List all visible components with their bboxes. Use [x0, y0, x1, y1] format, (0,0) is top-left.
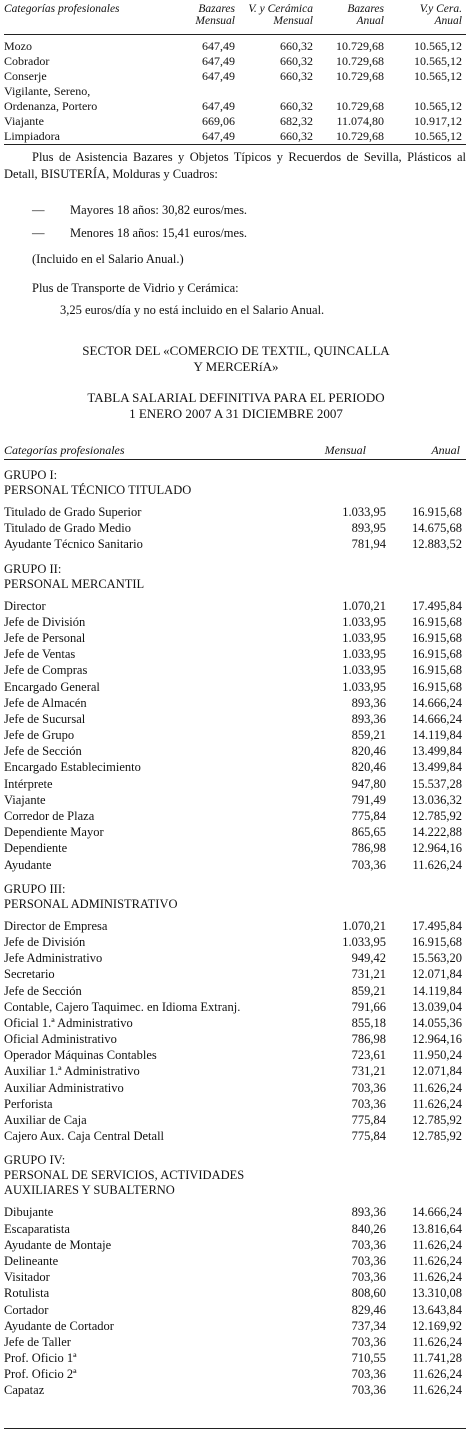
anual-value: 11.741,28 — [412, 1351, 462, 1366]
anual-value: 11.626,24 — [412, 1270, 462, 1285]
vidrio-anual: 10.565,12 — [414, 69, 462, 83]
row-label: Titulado de Grado Superior — [4, 505, 142, 519]
header-vidrio-anual: V.y Cera. Anual — [419, 3, 462, 27]
mensual-value: 791,49 — [351, 792, 386, 807]
anual-value: 12.071,84 — [412, 1064, 462, 1079]
salary-group — [4, 562, 466, 873]
row-label: Ayudante — [4, 857, 52, 872]
anual-value: 12.785,92 — [412, 1113, 462, 1127]
table-row — [4, 1366, 466, 1382]
group-title-line: GRUPO III: — [4, 881, 66, 896]
anual-value: 13.036,32 — [412, 792, 462, 807]
table-row — [4, 1047, 466, 1063]
mensual-value: 703,36 — [351, 1270, 386, 1285]
anual-value: 14.666,24 — [412, 1205, 462, 1220]
mensual-value: 703,36 — [351, 1080, 386, 1095]
row-label: Jefe de Sucursal — [4, 711, 86, 726]
anual-value: 15.563,20 — [412, 951, 462, 966]
table-row — [4, 824, 466, 840]
bazares-mensual: 669,06 — [202, 114, 235, 128]
group-title — [4, 562, 466, 592]
table-row — [4, 99, 466, 114]
table-row — [4, 792, 466, 808]
bazares-mensual: 647,49 — [202, 54, 235, 68]
anual-value: 14.119,84 — [412, 728, 462, 743]
mensual-value: 808,60 — [351, 1286, 386, 1301]
header-anual: Anual — [431, 443, 460, 457]
anual-value: 14.666,24 — [412, 695, 462, 710]
mensual-value: 947,80 — [351, 776, 386, 791]
table-row — [4, 1382, 466, 1398]
anual-value: 12.964,16 — [412, 1032, 462, 1047]
row-label: Dependiente Mayor — [4, 825, 104, 840]
dash-mark: — — [32, 203, 45, 217]
bazares-mensual: 647,49 — [202, 39, 235, 53]
anual-value: 11.626,24 — [412, 1367, 462, 1382]
mensual-value: 1.033,95 — [342, 505, 386, 519]
mensual-value: 703,36 — [351, 1096, 386, 1111]
table-row — [4, 1080, 466, 1096]
anual-value: 12.964,16 — [412, 841, 462, 856]
bazares-anual: 10.729,68 — [336, 39, 384, 53]
table-row — [4, 983, 466, 999]
anual-value: 13.499,84 — [412, 760, 462, 775]
mensual-value: 775,84 — [351, 1113, 386, 1127]
table-row — [4, 1015, 466, 1031]
mensual-value: 791,66 — [351, 999, 386, 1014]
anual-value: 17.495,84 — [412, 918, 462, 933]
row-label: Rotulista — [4, 1286, 50, 1301]
table-row — [4, 808, 466, 824]
header-vidrio-mensual: V. y Cerámica Mensual — [248, 3, 313, 27]
anual-value: 12.883,52 — [412, 537, 462, 552]
row-label: Cortador — [4, 1302, 49, 1317]
table-row — [4, 54, 466, 69]
row-label: Viajante — [4, 792, 46, 807]
group-title-line: GRUPO II: — [4, 561, 62, 576]
header-category: Categorías profesionales — [4, 3, 120, 15]
table-row — [4, 630, 466, 646]
table-row — [4, 614, 466, 630]
row-label: Oficial 1.ª Administrativo — [4, 1015, 133, 1030]
table-row — [4, 1204, 466, 1220]
group-title-line: PERSONAL TÉCNICO TITULADO — [4, 483, 192, 497]
table-row — [4, 1237, 466, 1253]
anual-value: 11.626,24 — [412, 1237, 462, 1252]
table-row — [4, 1253, 466, 1269]
mensual-value: 731,21 — [351, 1064, 386, 1079]
row-label: Jefe de División — [4, 934, 86, 949]
row-label: Director — [4, 598, 46, 613]
anual-value: 13.310,08 — [412, 1286, 462, 1301]
mayores-line — [32, 202, 462, 219]
mensual-value: 820,46 — [351, 760, 386, 775]
table-row — [4, 598, 466, 614]
anual-value: 12.169,92 — [412, 1318, 462, 1333]
mensual-value: 775,84 — [351, 1129, 386, 1144]
transporte-valor-text: 3,25 euros/día y no está incluido en el Salario Anual. — [60, 303, 325, 317]
table-row — [4, 1128, 466, 1144]
table-row — [4, 999, 466, 1015]
row-label: Encargado General — [4, 679, 100, 694]
table-row — [4, 711, 466, 727]
table-row — [4, 966, 466, 982]
salary-group — [4, 882, 466, 1145]
table-row — [4, 520, 466, 536]
row-label: Jefe de División — [4, 614, 86, 629]
anual-value: 13.499,84 — [412, 744, 462, 759]
mensual-value: 723,61 — [351, 1048, 386, 1063]
row-label: Delineante — [4, 1253, 59, 1268]
row-label: Prof. Oficio 1ª — [4, 1351, 77, 1366]
row-label: Encargado Establecimiento — [4, 760, 141, 775]
bazares-anual: 10.729,68 — [336, 69, 384, 83]
row-label: Cajero Aux. Caja Central Detall — [4, 1129, 165, 1144]
row-label: Dibujante — [4, 1205, 54, 1220]
mensual-value: 731,21 — [351, 967, 386, 982]
mensual-value: 859,21 — [351, 728, 386, 743]
header-mensual: Mensual — [324, 443, 366, 457]
row-label: Prof. Oficio 2ª — [4, 1367, 77, 1382]
anual-value: 14.666,24 — [412, 711, 462, 726]
vidrio-anual: 10.565,12 — [414, 39, 462, 53]
group-title-line: PERSONAL DE SERVICIOS, ACTIVIDADES — [4, 1168, 245, 1183]
mensual-value: 893,36 — [351, 695, 386, 710]
table-row — [4, 934, 466, 950]
group-title — [4, 882, 466, 912]
header-bazares-anual: Bazares Anual — [347, 3, 384, 27]
mensual-value: 703,36 — [351, 1253, 386, 1268]
bazares-anual: 10.729,68 — [336, 54, 384, 68]
group-title — [4, 1153, 466, 1198]
salary-group — [4, 1153, 466, 1398]
table-row — [4, 1096, 466, 1112]
mensual-value: 1.033,95 — [342, 614, 386, 629]
table-row — [4, 69, 466, 84]
mensual-value: 893,36 — [351, 1205, 386, 1220]
row-label: Visitador — [4, 1270, 50, 1285]
anual-value: 14.055,36 — [412, 1015, 462, 1030]
tabla-title-line1: TABLA SALARIAL DEFINITIVA PARA EL PERIODO — [87, 390, 385, 405]
salary-table-textil — [4, 468, 466, 1399]
group-title-line: GRUPO I: — [4, 468, 58, 482]
table-row — [4, 743, 466, 759]
plus-asistencia-text: Plus de Asistencia Bazares y Objetos Típicos y Recuerdos de Sevilla, Plásticos al Detall, BISUTERÍA, Molduras y Cuadros: — [4, 150, 466, 181]
group-title — [4, 468, 466, 498]
table-row — [4, 1269, 466, 1285]
mensual-value: 786,98 — [351, 841, 386, 856]
anual-value: 14.119,84 — [412, 983, 462, 998]
row-label: Conserje — [4, 69, 47, 83]
salary-table-bazares — [4, 0, 466, 145]
bazares-mensual: 647,49 — [202, 129, 235, 143]
mensual-value: 737,34 — [351, 1318, 386, 1333]
table-row — [4, 695, 466, 711]
vidrio-mensual: 660,32 — [280, 99, 313, 113]
row-label: Mozo — [4, 39, 32, 53]
table-row — [4, 1112, 466, 1128]
row-label: Perforista — [4, 1096, 53, 1111]
anual-value: 11.626,24 — [412, 1080, 462, 1095]
table-row — [4, 646, 466, 662]
table-row — [4, 662, 466, 678]
vidrio-anual: 10.565,12 — [414, 99, 462, 113]
anual-value: 16.915,68 — [412, 630, 462, 645]
vidrio-anual: 10.917,12 — [414, 114, 462, 128]
row-label: Ordenanza, Portero — [4, 99, 98, 113]
table-row — [4, 857, 466, 873]
row-label: Ayudante Técnico Sanitario — [4, 537, 143, 552]
anual-value: 13.039,04 — [412, 999, 462, 1014]
row-label: Auxiliar 1.ª Administrativo — [4, 1064, 140, 1079]
mensual-value: 855,18 — [351, 1015, 386, 1030]
plus-transporte-text: Plus de Transporte de Vidrio y Cerámica: — [32, 281, 239, 295]
anual-value: 11.626,24 — [412, 1383, 462, 1398]
table2-header — [4, 441, 466, 460]
mensual-value: 1.070,21 — [342, 598, 386, 613]
mensual-value: 1.033,95 — [342, 630, 386, 645]
incluido-text: (Incluido en el Salario Anual.) — [32, 252, 184, 266]
group-title-line: AUXILIARES Y SUBALTERNO — [4, 1183, 175, 1198]
mensual-value: 859,21 — [351, 983, 386, 998]
anual-value: 16.915,68 — [412, 663, 462, 678]
row-label: Vigilante, Sereno, — [4, 84, 91, 98]
table-row — [4, 840, 466, 856]
table-row — [4, 504, 466, 520]
table1-header — [4, 0, 466, 35]
row-label: Jefe Administrativo — [4, 951, 103, 966]
anual-value: 11.626,24 — [412, 1096, 462, 1111]
row-label: Limpiadora — [4, 129, 60, 143]
sector-title-line2: Y MERCERíA» — [193, 359, 279, 374]
row-label: Jefe de Almacén — [4, 695, 87, 710]
menores-text: Menores 18 años: 15,41 euros/mes. — [70, 226, 248, 240]
row-label: Cobrador — [4, 54, 50, 68]
mensual-value: 710,55 — [351, 1351, 386, 1366]
anual-value: 16.915,68 — [412, 647, 462, 662]
mayores-text: Mayores 18 años: 30,82 euros/mes. — [70, 203, 248, 217]
row-label: Jefe de Ventas — [4, 647, 76, 662]
header-category: Categorías profesionales — [4, 443, 125, 457]
mensual-value: 829,46 — [351, 1302, 386, 1317]
row-label: Corredor de Plaza — [4, 809, 95, 823]
anual-value: 13.643,84 — [412, 1302, 462, 1317]
table-row — [4, 759, 466, 775]
table-row — [4, 1285, 466, 1301]
anual-value: 16.915,68 — [412, 614, 462, 629]
sector-title-line1: SECTOR DEL «COMERCIO DE TEXTIL, QUINCALLA — [82, 343, 390, 358]
menores-line — [32, 225, 462, 242]
mensual-value: 781,94 — [351, 537, 386, 552]
table-row — [4, 84, 466, 99]
anual-value: 12.785,92 — [412, 1129, 462, 1144]
mensual-value: 949,42 — [351, 951, 386, 966]
group-title-line: PERSONAL ADMINISTRATIVO — [4, 896, 178, 911]
mensual-value: 1.070,21 — [342, 918, 386, 933]
row-label: Operador Máquinas Contables — [4, 1048, 157, 1063]
mensual-value: 703,36 — [351, 1367, 386, 1382]
table-row — [4, 1334, 466, 1350]
table-row — [4, 727, 466, 743]
vidrio-anual: 10.565,12 — [414, 54, 462, 68]
vidrio-mensual: 660,32 — [280, 54, 313, 68]
group-title-line: PERSONAL MERCANTIL — [4, 576, 145, 591]
tabla-title-line2: 1 ENERO 2007 A 31 DICIEMBRE 2007 — [129, 406, 343, 421]
anual-value: 16.915,68 — [412, 934, 462, 949]
salary-group — [4, 468, 466, 553]
anual-value: 16.915,68 — [412, 505, 462, 519]
anual-value: 16.915,68 — [412, 679, 462, 694]
mensual-value: 703,36 — [351, 1334, 386, 1349]
anual-value: 17.495,84 — [412, 598, 462, 613]
vidrio-anual: 10.565,12 — [414, 129, 462, 143]
table-row — [4, 1350, 466, 1366]
mensual-value: 820,46 — [351, 744, 386, 759]
mensual-value: 1.033,95 — [342, 934, 386, 949]
table-row — [4, 918, 466, 934]
anual-value: 14.675,68 — [412, 521, 462, 536]
row-label: Jefe de Sección — [4, 983, 82, 998]
table-row — [4, 1063, 466, 1079]
bazares-mensual: 647,49 — [202, 99, 235, 113]
anual-value: 12.785,92 — [412, 809, 462, 823]
row-label: Oficial Administrativo — [4, 1032, 117, 1047]
row-label: Titulado de Grado Medio — [4, 521, 131, 536]
row-label: Jefe de Taller — [4, 1334, 71, 1349]
anual-value: 13.816,64 — [412, 1221, 462, 1236]
row-label: Capataz — [4, 1383, 45, 1398]
mensual-value: 865,65 — [351, 825, 386, 840]
vidrio-mensual: 660,32 — [280, 69, 313, 83]
bottom-rule — [4, 1428, 466, 1429]
anual-value: 11.626,24 — [412, 857, 462, 872]
row-label: Auxiliar de Caja — [4, 1113, 87, 1127]
table-row — [4, 1221, 466, 1237]
row-label: Jefe de Sección — [4, 744, 82, 759]
table-row — [4, 39, 466, 54]
table-row — [4, 1318, 466, 1334]
row-label: Escaparatista — [4, 1221, 70, 1236]
table-row — [4, 1302, 466, 1318]
table-row — [4, 536, 466, 552]
row-label: Intérprete — [4, 776, 53, 791]
table-row — [4, 776, 466, 792]
row-label: Ayudante de Cortador — [4, 1318, 114, 1333]
table-row — [4, 114, 466, 129]
mensual-value: 775,84 — [351, 809, 386, 823]
anual-value: 14.222,88 — [412, 825, 462, 840]
row-label: Ayudante de Montaje — [4, 1237, 112, 1252]
anual-value: 11.950,24 — [412, 1048, 462, 1063]
bazares-anual: 11.074,80 — [336, 114, 384, 128]
mensual-value: 703,36 — [351, 1237, 386, 1252]
bazares-anual: 10.729,68 — [336, 99, 384, 113]
row-label: Jefe de Personal — [4, 630, 86, 645]
mensual-value: 703,36 — [351, 1383, 386, 1398]
vidrio-mensual: 660,32 — [280, 39, 313, 53]
mensual-value: 1.033,95 — [342, 663, 386, 678]
vidrio-mensual: 682,32 — [280, 114, 313, 128]
row-label: Contable, Cajero Taquimec. en Idioma Extranj. — [4, 999, 241, 1014]
mensual-value: 893,36 — [351, 711, 386, 726]
anual-value: 11.626,24 — [412, 1253, 462, 1268]
header-bazares-mensual: Bazares Mensual — [195, 3, 235, 27]
dash-mark: — — [32, 226, 45, 240]
table-row — [4, 129, 466, 144]
anual-value: 11.626,24 — [412, 1334, 462, 1349]
mensual-value: 840,26 — [351, 1221, 386, 1236]
mensual-value: 786,98 — [351, 1032, 386, 1047]
table-row — [4, 1031, 466, 1047]
anual-value: 12.071,84 — [412, 967, 462, 982]
row-label: Jefe de Compras — [4, 663, 88, 678]
mensual-value: 1.033,95 — [342, 679, 386, 694]
mensual-value: 893,95 — [351, 521, 386, 536]
bazares-mensual: 647,49 — [202, 69, 235, 83]
group-title-line: GRUPO IV: — [4, 1153, 66, 1168]
row-label: Dependiente — [4, 841, 68, 856]
table-row — [4, 950, 466, 966]
mensual-value: 703,36 — [351, 857, 386, 872]
bazares-anual: 10.729,68 — [336, 129, 384, 143]
row-label: Auxiliar Administrativo — [4, 1080, 124, 1095]
row-label: Secretario — [4, 967, 55, 982]
row-label: Viajante — [4, 114, 44, 128]
row-label: Jefe de Grupo — [4, 728, 75, 743]
anual-value: 15.537,28 — [412, 776, 462, 791]
mensual-value: 1.033,95 — [342, 647, 386, 662]
row-label: Director de Empresa — [4, 918, 108, 933]
table-row — [4, 679, 466, 695]
vidrio-mensual: 660,32 — [280, 129, 313, 143]
table1-body — [4, 35, 466, 145]
